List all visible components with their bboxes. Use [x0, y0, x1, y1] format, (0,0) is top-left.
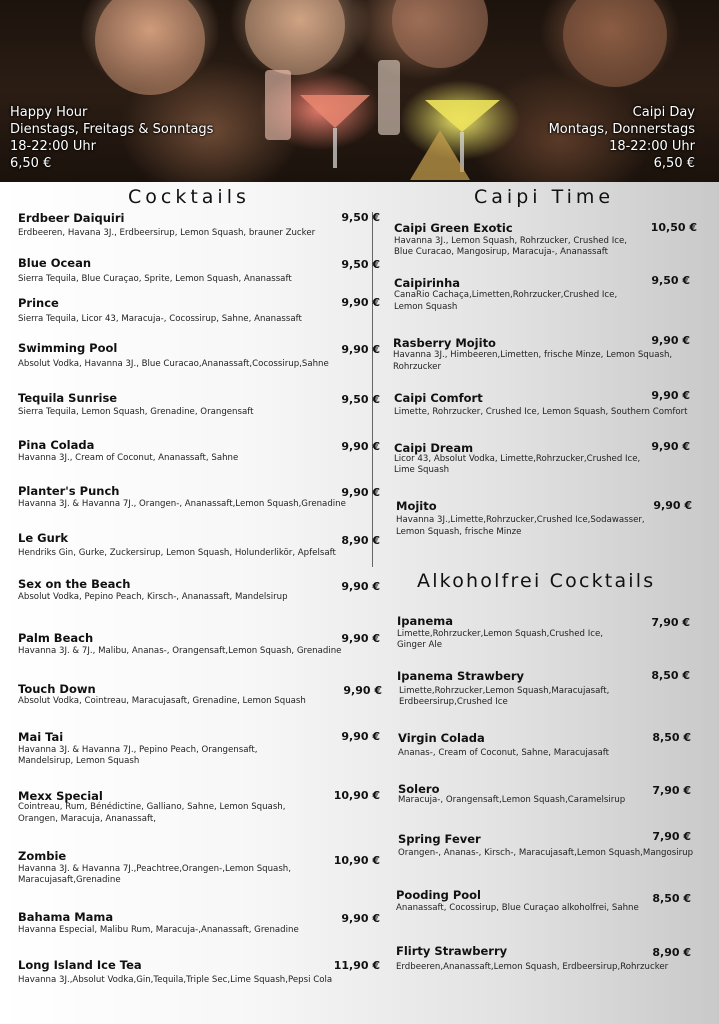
item-price: 8,90 € — [652, 946, 691, 959]
item-price: 9,90 € — [341, 296, 380, 309]
hero-photo — [0, 0, 719, 182]
item-name: Pooding Pool — [396, 888, 481, 902]
item-price: 11,90 € — [333, 959, 380, 972]
item-price: 9,90 € — [341, 580, 380, 593]
item-description: Limette,Rohrzucker,Lemon Squash,Crushed Ice, — [397, 629, 603, 639]
item-price: 9,90 € — [341, 486, 380, 499]
item-price: 9,90 € — [341, 912, 380, 925]
item-description-line2: Lime Squash — [394, 465, 450, 475]
item-description: Havanna 3J. & Havanna 7J.,Peachtree,Orangen-,Lemon Squash, — [18, 864, 291, 874]
item-price: 9,90 € — [341, 440, 380, 453]
item-description: Absolut Vodka, Pepino Peach, Kirsch-, Ananassaft, Mandelsirup — [18, 592, 288, 602]
item-description: CanaRio Cachaça,Limetten,Rohrzucker,Crushed Ice, — [394, 290, 618, 300]
item-name: Sex on the Beach — [18, 577, 131, 591]
item-description: Havanna 3J.,Limette,Rohrzucker,Crushed Ice,Sodawasser, — [396, 515, 645, 525]
item-description: Absolut Vodka, Cointreau, Maracujasaft, Grenadine, Lemon Squash — [18, 696, 306, 706]
caipi-day-promo — [549, 104, 695, 172]
item-description: Hendriks Gin, Gurke, Zuckersirup, Lemon Squash, Holunderlikör, Apfelsaft — [18, 548, 336, 558]
caipi-day-time: 18-22:00 Uhr — [609, 139, 695, 154]
item-name: Swimming Pool — [18, 341, 118, 355]
happy-hour-days: Dienstags, Freitags & Sonntags — [10, 122, 214, 137]
item-name: Spring Fever — [398, 832, 481, 846]
item-price: 9,90 € — [341, 730, 380, 743]
happy-hour-promo — [10, 104, 213, 172]
item-description-line2: Maracujasaft,Grenadine — [18, 875, 121, 885]
item-name: Planter's Punch — [18, 484, 120, 498]
item-price: 9,50 € — [651, 274, 690, 287]
item-description: Sierra Tequila, Lemon Squash, Grenadine, Orangensaft — [18, 407, 254, 417]
item-price: 10,90 € — [333, 789, 380, 802]
item-name: Prince — [18, 296, 59, 310]
item-price: 7,90 € — [652, 784, 691, 797]
caipi-time-heading: Caipi Time — [474, 186, 615, 208]
item-price: 9,90 € — [653, 499, 692, 512]
caipi-day-title: Caipi Day — [632, 105, 695, 120]
item-description-line2: Erdbeersirup,Crushed Ice — [399, 697, 508, 707]
item-description: Havanna 3J. & 7J., Malibu, Ananas-, Orangensaft,Lemon Squash, Grenadine — [18, 646, 342, 656]
item-name: Mai Tai — [18, 730, 64, 744]
happy-hour-price: 6,50 € — [10, 156, 52, 171]
item-description-line2: Lemon Squash — [394, 302, 458, 312]
item-name: Ipanema Strawbery — [397, 669, 525, 683]
item-name: Flirty Strawberry — [396, 944, 508, 958]
item-description-line2: Rohrzucker — [393, 362, 441, 372]
item-description: Orangen-, Ananas-, Kirsch-, Maracujasaft,Lemon Squash,Mangosirup — [398, 848, 694, 858]
item-price: 8,50 € — [652, 892, 691, 905]
item-price: 9,50 € — [341, 258, 380, 271]
item-name: Caipi Dream — [394, 441, 474, 455]
item-description-line2: Ginger Ale — [397, 640, 443, 650]
item-description: Havanna Especial, Malibu Rum, Maracuja-,Ananassaft, Grenadine — [18, 925, 299, 935]
item-name: Bahama Mama — [18, 910, 114, 924]
caipi-day-price: 6,50 € — [653, 156, 695, 171]
item-description: Havanna 3J., Cream of Coconut, Ananassaft, Sahne — [18, 453, 239, 463]
item-name: Blue Ocean — [18, 256, 92, 270]
item-price: 7,90 € — [651, 616, 690, 629]
item-description: Erdbeeren,Ananassaft,Lemon Squash, Erdbeersirup,Rohrzucker — [396, 962, 669, 972]
item-name: Mojito — [396, 499, 437, 513]
item-description-line2: Mandelsirup, Lemon Squash — [18, 756, 140, 766]
item-name: Mexx Special — [18, 789, 103, 803]
item-description: Havanna 3J. & Havanna 7J., Orangen-, Ananassaft,Lemon Squash,Grenadine — [18, 499, 346, 509]
item-description: Limette, Rohrzucker, Crushed Ice, Lemon Squash, Southern Comfort — [394, 407, 688, 417]
happy-hour-time: 18-22:00 Uhr — [10, 139, 96, 154]
cocktails-heading: Cocktails — [128, 186, 250, 208]
happy-hour-title: Happy Hour — [10, 105, 88, 120]
item-price: 9,90 € — [341, 343, 380, 356]
item-name: Pina Colada — [18, 438, 95, 452]
item-name: Caipi Green Exotic — [394, 221, 513, 235]
item-name: Virgin Colada — [398, 731, 485, 745]
item-description: Sierra Tequila, Blue Curaçao, Sprite, Lemon Squash, Ananassaft — [18, 274, 292, 284]
item-description: Licor 43, Absolut Vodka, Limette,Rohrzucker,Crushed Ice, — [394, 454, 641, 464]
item-description: Absolut Vodka, Havanna 3J., Blue Curacao,Ananassaft,Cocossirup,Sahne — [18, 359, 329, 369]
item-price: 9,50 € — [341, 211, 380, 224]
item-price: 9,50 € — [341, 393, 380, 406]
item-description-line2: Blue Curacao, Mangosirup, Maracuja-, Ananassaft — [394, 247, 608, 257]
item-description: Sierra Tequila, Licor 43, Maracuja-, Cocossirup, Sahne, Ananassaft — [18, 314, 302, 324]
item-price: 9,90 € — [651, 334, 690, 347]
item-description-line2: Lemon Squash, frische Minze — [396, 527, 522, 537]
item-name: Zombie — [18, 849, 67, 863]
item-price: 9,90 € — [341, 632, 380, 645]
item-price: 10,90 € — [333, 854, 380, 867]
item-price: 10,50 € — [650, 221, 697, 234]
item-price: 9,90 € — [651, 440, 690, 453]
item-description-line2: Orangen, Maracuja, Ananassaft, — [18, 814, 156, 824]
item-price: 7,90 € — [652, 830, 691, 843]
item-description: Cointreau, Rum, Bénédictine, Galliano, Sahne, Lemon Squash, — [18, 802, 286, 812]
item-description: Havanna 3J. & Havanna 7J., Pepino Peach, Orangensaft, — [18, 745, 258, 755]
item-name: Ipanema — [397, 614, 454, 628]
item-name: Caipi Comfort — [394, 391, 483, 405]
item-name: Tequila Sunrise — [18, 391, 118, 405]
item-price: 8,50 € — [651, 669, 690, 682]
item-description: Havanna 3J.,Absolut Vodka,Gin,Tequila,Triple Sec,Lime Squash,Pepsi Cola — [18, 975, 333, 985]
item-description: Ananassaft, Cocossirup, Blue Curaçao alkoholfrei, Sahne — [396, 903, 639, 913]
item-name: Caipirinha — [394, 276, 461, 290]
item-description: Havanna 3J., Lemon Squash, Rohrzucker, Crushed Ice, — [394, 236, 628, 246]
item-description: Maracuja-, Orangensaft,Lemon Squash,Caramelsirup — [398, 795, 626, 805]
item-price: 9,90 € — [343, 684, 382, 697]
item-name: Erdbeer Daiquiri — [18, 211, 125, 225]
item-price: 8,90 € — [341, 534, 380, 547]
item-price: 9,90 € — [651, 389, 690, 402]
item-name: Palm Beach — [18, 631, 94, 645]
caipi-day-days: Montags, Donnerstags — [548, 122, 695, 137]
item-description: Havanna 3J., Himbeeren,Limetten, frische Minze, Lemon Squash, — [393, 350, 673, 360]
item-name: Long Island Ice Tea — [18, 958, 142, 972]
alkoholfrei-heading: Alkoholfrei Cocktails — [417, 570, 656, 592]
item-name: Le Gurk — [18, 531, 69, 545]
item-name: Solero — [398, 782, 440, 796]
item-description: Erdbeeren, Havana 3J., Erdbeersirup, Lemon Squash, brauner Zucker — [18, 228, 316, 238]
item-price: 8,50 € — [652, 731, 691, 744]
item-description: Limette,Rohrzucker,Lemon Squash,Maracujasaft, — [399, 686, 610, 696]
item-name: Touch Down — [18, 682, 96, 696]
item-description: Ananas-, Cream of Coconut, Sahne, Maracujasaft — [398, 748, 609, 758]
item-name: Rasberry Mojito — [393, 336, 496, 350]
